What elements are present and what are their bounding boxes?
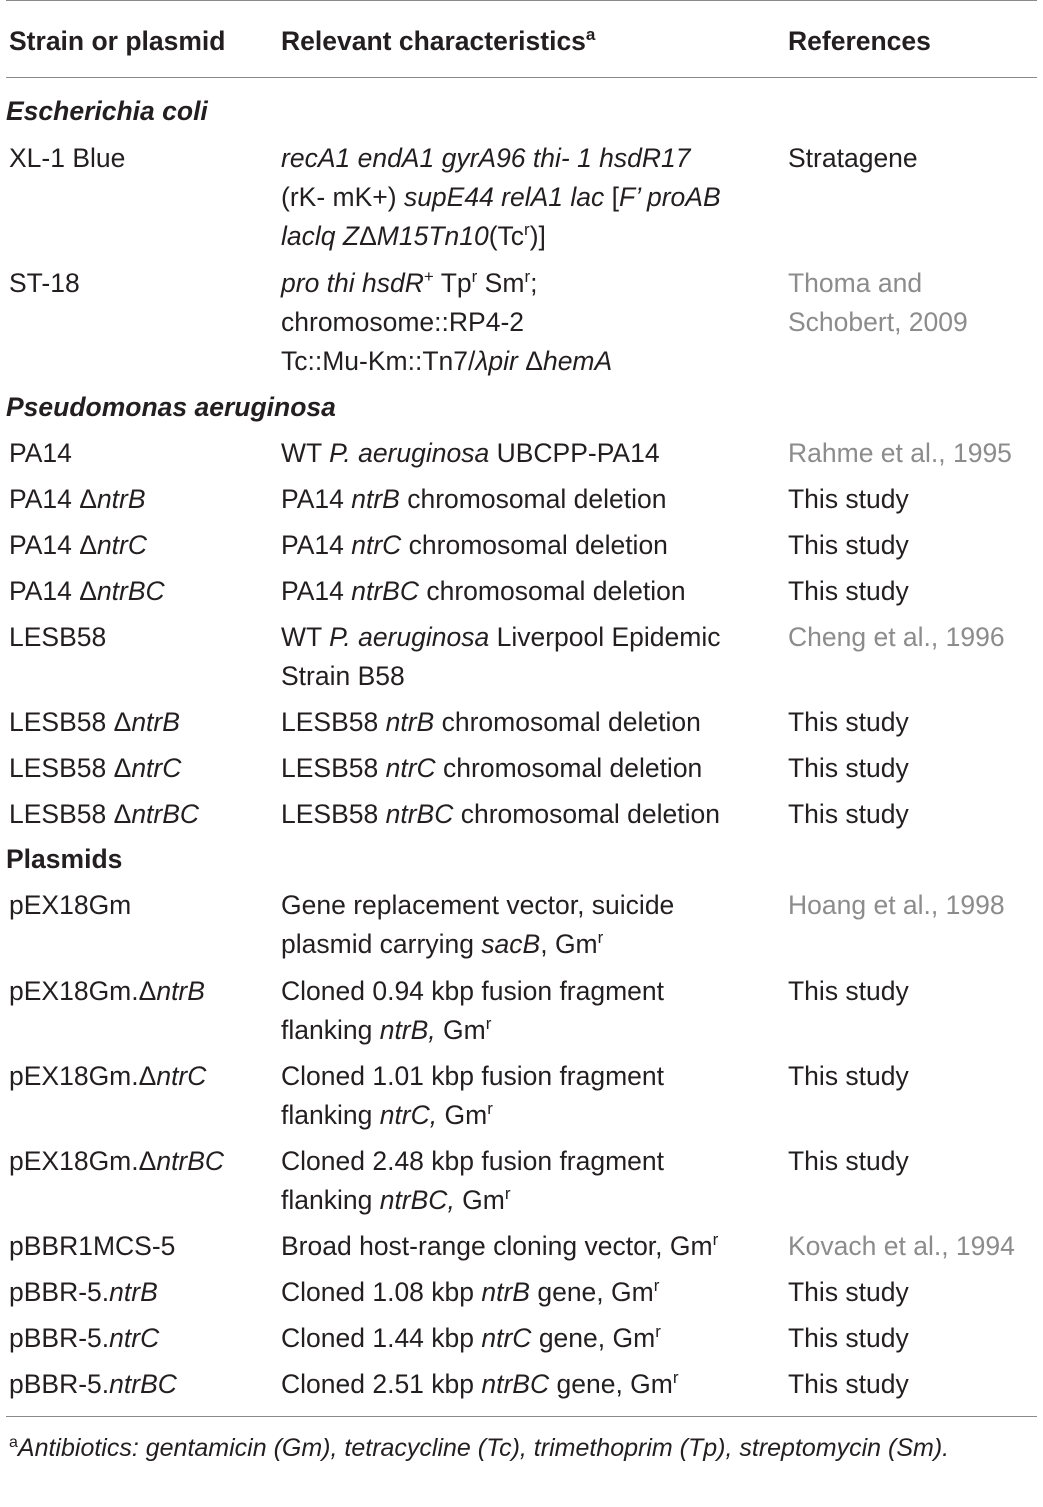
table-row-name: pEX18Gm — [9, 890, 132, 920]
table-row-reference: This study — [788, 1277, 909, 1307]
table-row-name: ST-18 — [9, 268, 80, 298]
table-row-name: LESB58 ΔntrBC — [9, 799, 200, 829]
table-footnote: $^a$Antibiotics: gentamicin (Gm), tetracycline (Tc), trimethoprim (Tp), streptomycin (Sm). — [9, 1434, 950, 1462]
table-row-reference: This study — [788, 707, 909, 737]
header-strain: Strain or plasmid — [9, 26, 226, 56]
table-row-name: pBBR-5.ntrC — [9, 1323, 160, 1353]
table-row-reference[interactable]: Thoma and Schobert, 2009 — [788, 268, 968, 337]
table-row-reference[interactable]: Hoang et al., 1998 — [788, 890, 1005, 920]
table-row-characteristics: Gene replacement vector, suicide plasmid carrying sacB, Gm$^r$ — [281, 890, 675, 959]
table-row-name: LESB58 ΔntrB — [9, 707, 180, 737]
table-row-reference: This study — [788, 1146, 909, 1176]
table-row-characteristics: LESB58 ntrB chromosomal deletion — [281, 707, 701, 737]
table-row-characteristics: recA1 endA1 gyrA96 thi- 1 hsdR17 (rK- mK+) supE44 relA1 lac [F’ proAB laclq ZΔM15Tn10(Tc$^r$)] — [281, 143, 721, 251]
table-row-characteristics: Broad host-range cloning vector, Gm$^r$ — [281, 1230, 719, 1261]
table-row-name: pEX18Gm.ΔntrBC — [9, 1146, 225, 1176]
table-row-characteristics: Cloned 1.08 kbp ntrB gene, Gm$^r$ — [281, 1276, 660, 1307]
table-row-name: LESB58 — [9, 622, 107, 652]
bottom-rule — [6, 1416, 1037, 1417]
table-row-reference: This study — [788, 484, 909, 514]
table-row-name: pBBR-5.ntrB — [9, 1277, 158, 1307]
table-row-name: pEX18Gm.ΔntrC — [9, 1061, 207, 1091]
table-row-name: PA14 — [9, 438, 72, 468]
table-row-characteristics: Cloned 0.94 kbp fusion fragment flanking ntrB, Gm$^r$ — [281, 976, 665, 1045]
table-row-name: PA14 ΔntrB — [9, 484, 146, 514]
table-row-name: pBBR1MCS-5 — [9, 1231, 176, 1261]
table-row-characteristics: Cloned 2.48 kbp fusion fragment flanking ntrBC, Gm$^r$ — [281, 1146, 665, 1215]
table-row-reference: This study — [788, 1323, 909, 1353]
table-row-reference: Stratagene — [788, 143, 918, 173]
table-row-name: PA14 ΔntrBC — [9, 576, 165, 606]
table-row-reference: This study — [788, 799, 909, 829]
table-row-reference: This study — [788, 976, 909, 1006]
table-row-characteristics: WT P. aeruginosa Liverpool Epidemic Strain B58 — [281, 622, 721, 691]
table-row-characteristics: LESB58 ntrBC chromosomal deletion — [281, 799, 720, 829]
header-rule — [6, 77, 1037, 78]
table-row-characteristics: Cloned 1.01 kbp fusion fragment flanking ntrC, Gm$^r$ — [281, 1061, 665, 1130]
header-characteristics: Relevant characteristics$^a$ — [281, 25, 596, 56]
table-row-characteristics: pro thi hsdR+ Tp$^r$ Sm$^r$; chromosome::RP4-2 Tc::Mu-Km::Tn7/λpir ΔhemA — [281, 267, 613, 376]
section-pseudomonas: Pseudomonas aeruginosa — [6, 392, 336, 422]
table-row-characteristics: Cloned 1.44 kbp ntrC gene, Gm$^r$ — [281, 1322, 661, 1353]
table-row-characteristics: PA14 ntrB chromosomal deletion — [281, 484, 667, 514]
table-row-characteristics: Cloned 2.51 kbp ntrBC gene, Gm$^r$ — [281, 1368, 679, 1399]
table-row-name: PA14 ΔntrC — [9, 530, 148, 560]
table-row-characteristics: PA14 ntrC chromosomal deletion — [281, 530, 668, 560]
section-plasmids: Plasmids — [6, 844, 123, 874]
table-row-name: pBBR-5.ntrBC — [9, 1369, 177, 1399]
header-references: References — [788, 26, 931, 56]
table-row-characteristics: PA14 ntrBC chromosomal deletion — [281, 576, 686, 606]
table-row-reference: This study — [788, 576, 909, 606]
table-row-reference[interactable]: Kovach et al., 1994 — [788, 1231, 1015, 1261]
table-row-name: XL-1 Blue — [9, 143, 126, 173]
table-row-reference[interactable]: Cheng et al., 1996 — [788, 622, 1005, 652]
table-row-reference: This study — [788, 753, 909, 783]
table-row-reference: This study — [788, 1061, 909, 1091]
section-ecoli: Escherichia coli — [6, 96, 208, 126]
table-row-characteristics: LESB58 ntrC chromosomal deletion — [281, 753, 703, 783]
table-row-characteristics: WT P. aeruginosa UBCPP-PA14 — [281, 438, 660, 468]
table-row-reference: This study — [788, 1369, 909, 1399]
table-row-reference[interactable]: Rahme et al., 1995 — [788, 438, 1012, 468]
table-row-name: LESB58 ΔntrC — [9, 753, 182, 783]
table-row-reference: This study — [788, 530, 909, 560]
table-row-name: pEX18Gm.ΔntrB — [9, 976, 205, 1006]
top-rule — [6, 0, 1037, 1]
